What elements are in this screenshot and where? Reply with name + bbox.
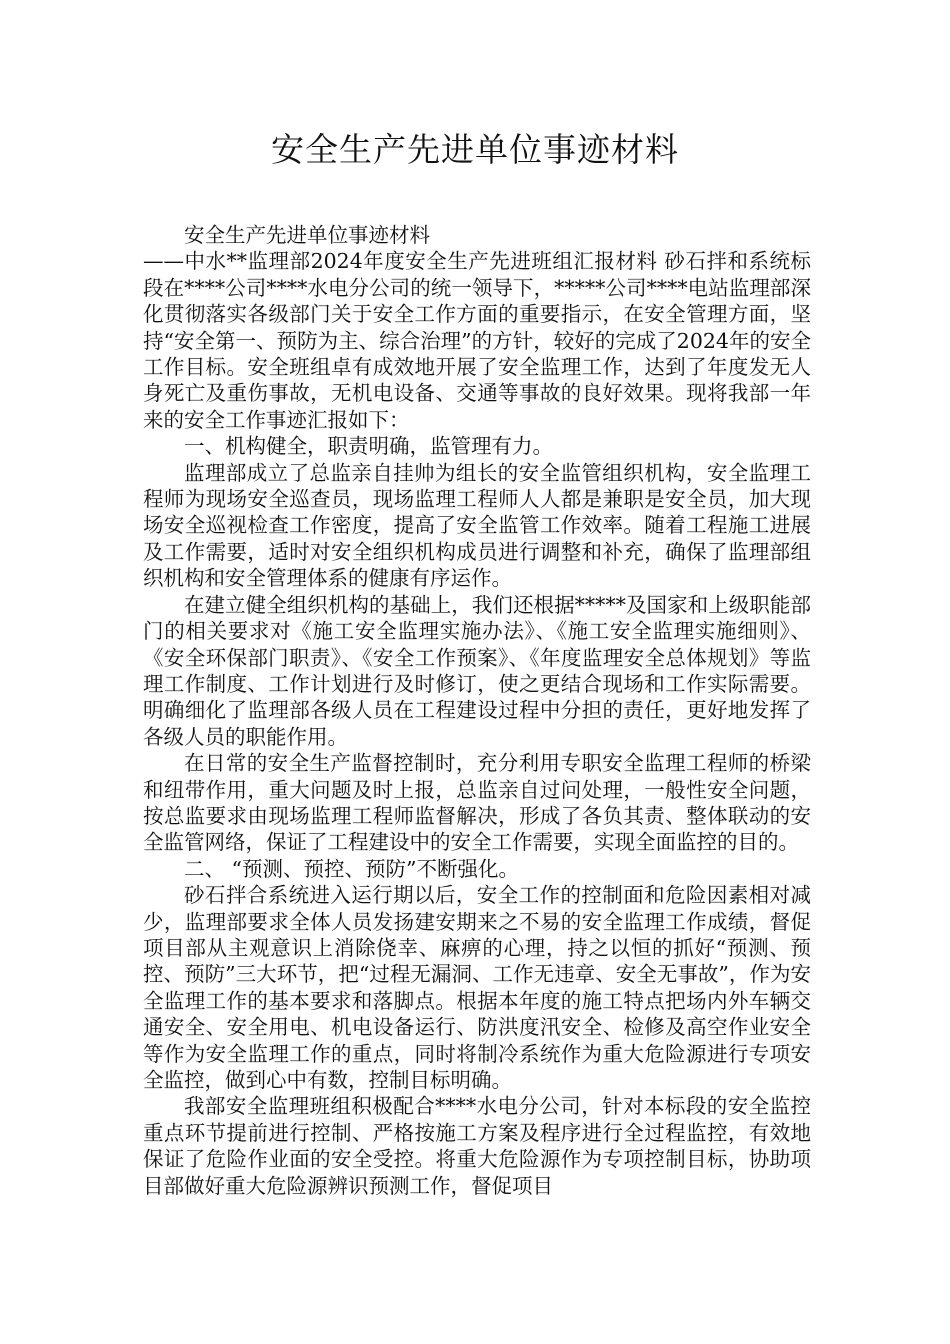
body-paragraph: 在建立健全组织机构的基础上，我们还根据*****及国家和上级职能部门的相关要求对《施工安全监理实施办法》、《施工安全监理实施细则》、《安全环保部门职责》、《安全工作预案》、《年度监理安全总体规划》等监理工作制度、工作计划进行及时修订，使之更结合现场和工作实际需要。明确细化了监理部各级人员在工程建设过程中分担的责任，更好地发挥了各级人员的职能作用。 bbox=[143, 592, 811, 749]
document-title: 安全生产先进单位事迹材料 bbox=[271, 130, 679, 169]
body-paragraph: 在日常的安全生产监督控制时，充分利用专职安全监理工程师的桥梁和纽带作用，重大问题及时上报，总监亲自过问处理，一般性安全问题，按总监要求由现场监理工程师监督解决，形成了各负其责、整体联动的安全监管网络，保证了工程建设中的安全工作需要，实现全面监控的目的。 bbox=[143, 751, 811, 855]
body-paragraph: 砂石拌合系统进入运行期以后，安全工作的控制面和危险因素相对减少，监理部要求全体人员发扬建安期来之不易的安全监理工作成绩，督促项目部从主观意识上消除侥幸、麻痹的心理，持之以恒的抓好“预测、预控、预防”三大环节，把“过程无漏洞、工作无违章、安全无事故”，作为安全监理工作的基本要求和落脚点。根据本年度的施工特点把场内外车辆交通安全、安全用电、机电设备运行、防洪度汛安全、检修及高空作业安全等作为安全监理工作的重点，同时将制冷系统作为重大危险源进行专项安全监控，做到心中有数，控制目标明确。 bbox=[143, 883, 811, 1092]
section-heading-1: 一、机构健全，职责明确，监管理有力。 bbox=[184, 434, 553, 459]
body-paragraph: 我部安全监理班组积极配合****水电分公司，针对本标段的安全监控重点环节提前进行控制、严格按施工方案及程序进行全过程监控，有效地保证了危险作业面的安全受控。将重大危险源作为专项控制目标，协助项目部做好重大危险源辨识预测工作，督促项目 bbox=[143, 1094, 811, 1198]
body-paragraph-intro: ——中水**监理部2024年度安全生产先进班组汇报材料 砂石拌和系统标段在****公司****水电分公司的统一领导下，*****公司****电站监理部深化贯彻落实各级部门关于安全工作方面的重要指示，在安全管理方面，坚持“安全第一、预防为主、综合治理”的方针，较好的完成了2024年的安全工作目标。安全班组卓有成效地开展了安全监理工作，达到了年度发无人身死亡及重伤事故，无机电设备、交通等事故的良好效果。现将我部一年来的安全工作事迹汇报如下： bbox=[143, 249, 811, 432]
document-body bbox=[143, 222, 811, 1199]
section-heading-2: 二、 “预测、预控、预防”不断强化。 bbox=[184, 856, 519, 881]
body-paragraph: 监理部成立了总监亲自挂帅为组长的安全监管组织机构，安全监理工程师为现场安全巡查员，现场监理工程师人人都是兼职是安全员，加大现场安全巡视检查工作密度，提高了安全监管工作效率。随着工程施工进展及工作需要，适时对安全组织机构成员进行调整和补充，确保了监理部组织机构和安全管理体系的健康有序运作。 bbox=[143, 460, 811, 591]
body-paragraph-subtitle: 安全生产先进单位事迹材料 bbox=[184, 223, 430, 247]
